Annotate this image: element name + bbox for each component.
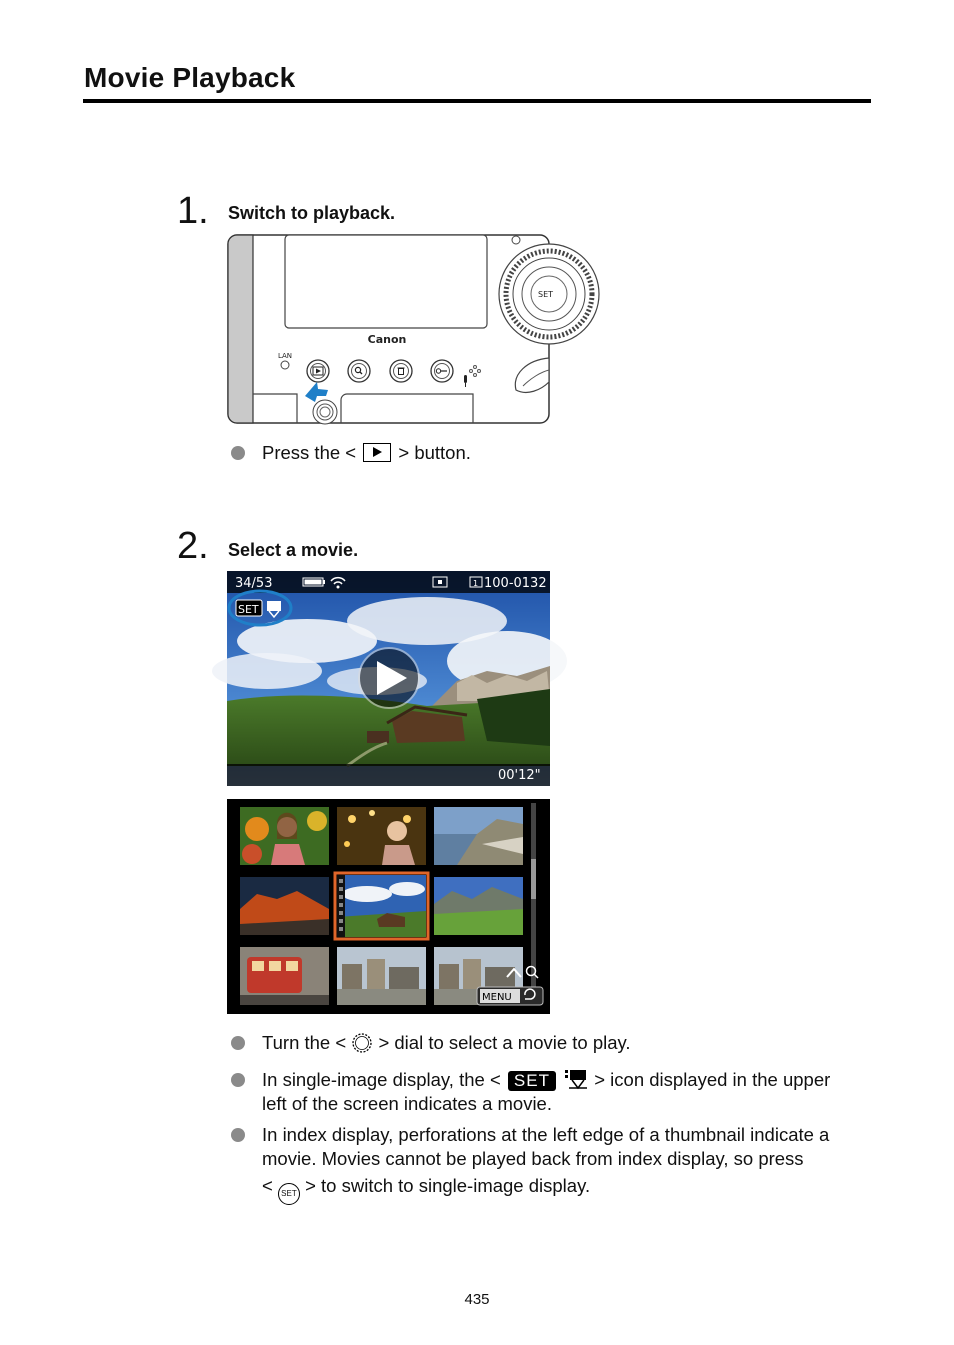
svg-text:1: 1 [473, 579, 479, 588]
thumbnail-selected-movie[interactable] [335, 873, 428, 939]
bullet-text-before: Turn the < [262, 1032, 347, 1053]
file-number: 100-0132 [484, 576, 547, 591]
bullet-dot [231, 1036, 245, 1050]
page-number: 435 [464, 1291, 490, 1308]
bullet-text-after: > dial to select a movie to play. [378, 1032, 631, 1053]
playback-icon [363, 443, 391, 462]
step-1-bullet-text [262, 441, 862, 465]
page-title: Movie Playback [84, 62, 296, 93]
bullet-text-before: Press the < [262, 442, 357, 463]
canon-logo: Canon [367, 333, 407, 346]
thumbnail[interactable] [240, 877, 329, 935]
single-image-display [227, 571, 550, 786]
bullet-text-line2: left of the screen indicates a movie. [262, 1093, 552, 1114]
play-icon[interactable] [359, 648, 419, 708]
protect-button[interactable] [431, 360, 453, 382]
set-button-icon: SET [278, 1183, 300, 1205]
thumbnail[interactable] [337, 807, 426, 865]
thumbnail[interactable] [240, 947, 329, 1005]
bullet-text-line2: movie. Movies cannot be played back from index display, so press [262, 1148, 804, 1169]
set-label: SET [538, 290, 554, 299]
erase-button[interactable] [390, 360, 412, 382]
menu-return-icon [477, 987, 543, 1005]
step-2-bullet-2 [262, 1068, 862, 1116]
bullet-text-line1: In index display, perforations at the left edge of a thumbnail indicate a [262, 1124, 830, 1145]
step-2-number: 2. [177, 525, 209, 567]
step-2-title: Select a movie. [228, 540, 359, 560]
movie-camera-icon [563, 1068, 589, 1090]
bullet-text-before: In single-image display, the < [262, 1069, 501, 1090]
thumbnail[interactable] [434, 807, 523, 865]
bullet-dot [231, 1073, 245, 1087]
bullet-dot [231, 446, 245, 460]
step-1-title: Switch to playback. [228, 203, 396, 223]
bullet-dot [231, 1128, 245, 1142]
step-2-bullet-3 [262, 1123, 862, 1205]
menu-label: MENU [482, 992, 512, 1003]
thumbnail[interactable] [434, 877, 523, 935]
playback-button[interactable] [307, 360, 329, 382]
bullet-text-after: > icon displayed in the upper [594, 1069, 831, 1090]
step-2-bullet-1 [262, 1031, 862, 1055]
set-label: SET [238, 603, 259, 616]
movie-duration: 00'12" [498, 768, 541, 783]
bullet-text-before: < [262, 1175, 273, 1196]
step-1-number: 1. [177, 190, 209, 232]
bullet-text-after: > button. [398, 442, 471, 463]
bullet-text-after: > to switch to single-image display. [305, 1175, 591, 1196]
image-counter: 34/53 [235, 576, 273, 591]
set-badge-icon: SET [508, 1071, 556, 1091]
thumbnail[interactable] [337, 947, 426, 1005]
magnify-button[interactable] [348, 360, 370, 382]
index-display [227, 799, 550, 1014]
thumbnail[interactable] [240, 807, 329, 865]
camera-back-illustration [227, 234, 554, 424]
lan-label: LAN [277, 352, 293, 360]
quick-control-dial-icon [351, 1032, 373, 1054]
title-rule [83, 99, 871, 103]
